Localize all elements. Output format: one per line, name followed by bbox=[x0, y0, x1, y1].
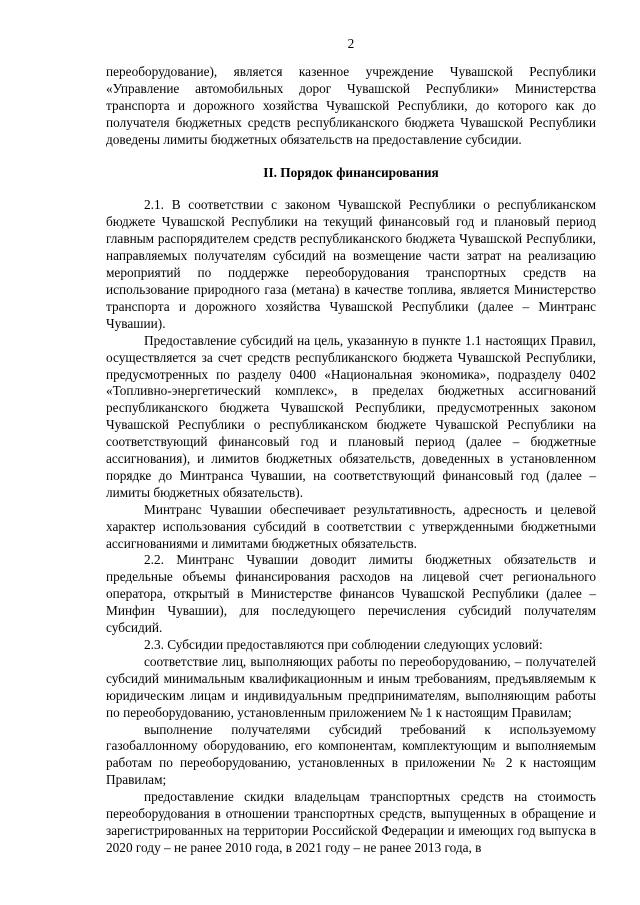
section-heading: II. Порядок финансирования bbox=[263, 164, 439, 180]
paragraph-2-2: 2.2. Минтранс Чувашии доводит лимиты бюджетных обязательств и предельные объемы финансирования расходов на лицевой счет регионального оператора, открытый в Министерстве финансов Чувашской Республики (далее – Минфин Чувашии), для последующего перечисления субсидий получателям субсидий. bbox=[106, 552, 596, 636]
paragraph-mintrans-responsibility: Минтранс Чувашии обеспечивает результативность, адресность и целевой характер использования субсидий в соответствии с утвержденными бюджетными ассигнованиями и лимитами бюджетных обязательств. bbox=[106, 501, 596, 551]
condition-discount: предоставление скидки владельцам транспортных средств на стоимость переоборудования в отношении транспортных средств, выпущенных в обращение и зарегистрированных на территории Российской Федерации и имеющих год выпуска в 2020 году – не ранее 2010 года, в 2021 году – не ранее 2013 года, в bbox=[106, 789, 596, 855]
page-number: 2 bbox=[347, 36, 355, 51]
paragraph-2-3: 2.3. Субсидии предоставляются при соблюдении следующих условий: bbox=[144, 637, 543, 652]
paragraph-funding-source: Предоставление субсидий на цель, указанную в пункте 1.1 настоящих Правил, осуществляется за счет средств республиканского бюджета Чувашской Республики, предусмотренных по разделу 0400 «Национальная экономика», подразделу 0402 «Топливно-энергетический комплекс», в пределах бюджетных ассигнований республиканского бюджета Чувашской Республики, предусмотренных законом Чувашской Республики о республиканском бюджете Чувашской Республики на соответствующий финансовый год и плановый период (далее – бюджетные ассигнования), и лимитов бюджетных обязательств, доведенных в установленном порядке до Минтранса Чувашии, на соответствующий финансовый год (далее – лимиты бюджетных обязательств). bbox=[106, 332, 596, 500]
condition-qualification: соответствие лиц, выполняющих работы по переоборудованию, – получателей субсидий минимальным квалификационным и иным требованиям, предъявляемым к юридическим лицам и индивидуальным предпринимателям, выполняющим работы по переоборудованию, установленным приложением № 1 к настоящим Правилам; bbox=[106, 653, 596, 720]
paragraph-2-1: 2.1. В соответствии с законом Чувашской Республики о республиканском бюджете Чувашской Республики на текущий финансовый год и плановый период главным распорядителем средств республиканского бюджета Чувашской Республики, направляемых получателям субсидий на возмещение части затрат на реализацию мероприятий по поддержке переоборудования транспортных средств на использование природного газа (метана) в качестве топлива, является Министерство транспорта и дорожного хозяйства Чувашской Республики (далее – Минтранс Чувашии). bbox=[106, 197, 596, 331]
document-page bbox=[106, 36, 596, 857]
condition-equipment-requirements: выполнение получателями субсидий требований к используемому газобаллонному оборудованию, его компонентам, комплектующим и выполняемым работам по переоборудованию, установленных в приложении № 2 к настоящим Правилам; bbox=[106, 721, 596, 788]
paragraph-continuation: переоборудование), является казенное учреждение Чувашской Республики «Управление автомобильных дорог Чувашской Республики» Министерства транспорта и дорожного хозяйства Чувашской Республики, до которого как до получателя бюджетных средств республиканского бюджета Чувашской Республики доведены лимиты бюджетных обязательств на предоставление субсидии. bbox=[106, 64, 596, 147]
